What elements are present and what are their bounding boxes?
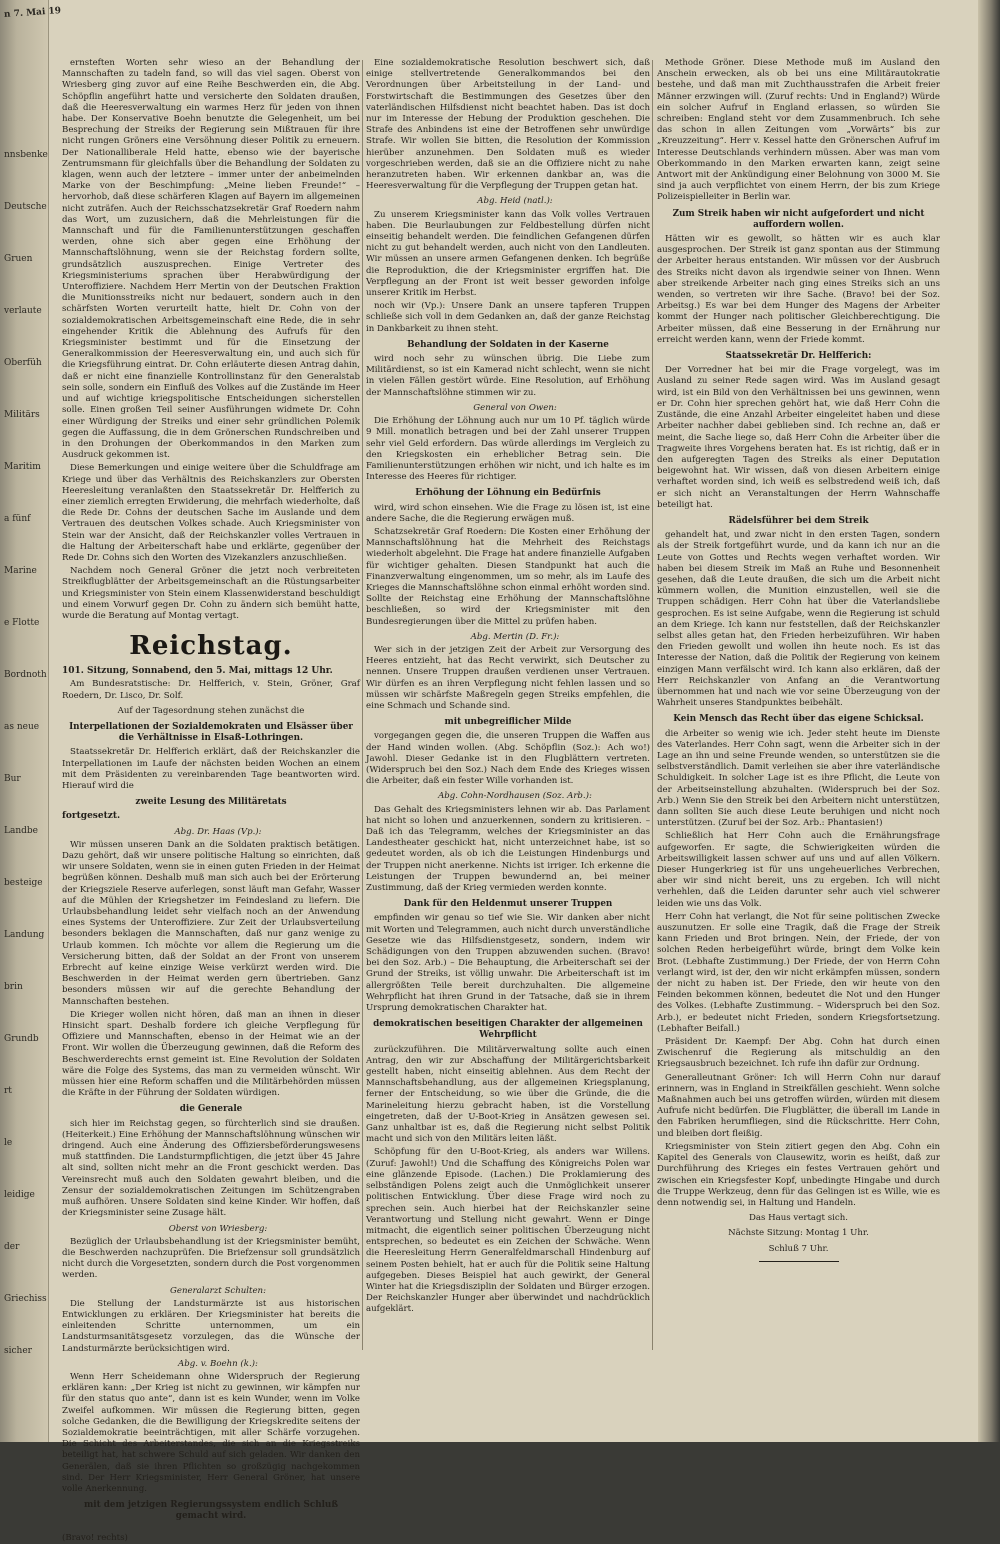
treatment-heading: Behandlung der Soldaten in der Kaserne [407, 339, 609, 350]
paragraph: wird, wird schon einsehen. Wie die Frage zu lösen ist, ist eine andere Sache, die die Regierung erwägen muß. [366, 502, 650, 524]
fold-fragment: Bur [4, 774, 21, 784]
interpellation-heading: Interpellationen der Sozialdemokraten und Elsässer über die Verhältnisse in Elsaß-Lothringen. [69, 721, 353, 744]
column-3 [657, 58, 940, 1358]
paragraph: vorgegangen gegen die, die unseren Truppen die Waffen aus der Hand winden wollen. (Abg. Schöpflin (Soz.): Ach wo!) Jawohl. Dieser Gedanke ist in den Flugblättern vertreten. (Widerspruch bei den Soz.) Nach dem Ende des Krieges wissen die Arbeiter, daß ein fester Wille vorhanden ist. [366, 731, 650, 787]
fold-fragment: besteige [4, 878, 43, 888]
paragraph: Kriegsminister von Stein zitiert gegen den Abg. Cohn ein Kapitel des Generals von Clausewitz, worin es heißt, daß zur Durchführung des Krieges ein festes Vertrauen gehört und zwischen ein Kriegsfester Kopf, unbedingte Hingabe und durch die Truppe Werkzeug, denn für das Gelingen ist es Wille, wie es denn notwendig sei, in Haltung und Handeln. [657, 1141, 940, 1208]
speaker-haas: Abg. Dr. Haas (Vp.): [174, 826, 262, 837]
session-line: 101. Sitzung, Sonnabend, den 5. Mai, mittags 12 Uhr. [62, 666, 333, 677]
paragraph: Methode Gröner. Diese Methode muß im Ausland den Anschein erwecken, als ob bei uns eine Militärautokratie bestehe, und daß man mit Zuchthausstrafen die Arbeit freier Männer erzwingen will. (Zuruf rechts: Und in England?) Würde ein solcher Aufruf in England erlassen, so würden Sie schreiben: England steht vor dem Zusammenbruch. Ich sehe das schon in allen Zeitungen vom „Vorwärts“ bis zur „Kreuzzeitung“. Herr v. Kessel hatte den Grönerschen Aufruf im Interesse Deutschlands verhindern müssen. Aber was man vom Oberkommando in den Marken erwarten kann, zeigt seine Antwort mit der Ankündigung einer Belohnung von 3000 M. Sie sind ja auch verpflichtet von einem Herrn, der bis zum Kriege Polizeispielleiter in Berlin war. [657, 58, 940, 203]
fold-fragment: a fünf [4, 514, 31, 524]
troops-heading: Dank für den Heldenmut unserer Truppen [403, 899, 613, 910]
left-fold-margin [0, 0, 62, 1442]
column-divider [362, 60, 363, 1350]
fold-fragment: Maritim [4, 462, 41, 472]
fold-fragment: leidige [4, 1190, 35, 1200]
paragraph: Schöpfung für den U-Boot-Krieg, als anders war Willens. (Zuruf: Jawohl!) Und die Schaffung des Königreichs Polen war eine glänzende Episode. (Lachen.) Die Proklamierung des selbständigen Polens zeigt auch die Unmöglichkeit unserer politischen Entwicklung. Über diese Frage wird noch zu sprechen sein. Auch hierbei hat der Reichskanzler seine Verantwortung und Stellung nicht gewahrt. Wenn er Dinge mitmacht, die eigentlich seiner politischen Überzeugung nicht entsprechen, so bedeutet es ein Zeichen der Schwäche. Wenn die Heeresleitung Herrn Generalfeldmarschall Hindenburg auf seinem Posten behielt, hat er auch für die Politik seine Haltung aufgegeben. Dieses Beispiel hat auch gewirkt, der General Winter hat die Kriegsdisziplin der Soldaten und Bürger erzogen. Der Reichskanzler Hunger aber überwindet und nachdrücklich aufgeklärt. [366, 1147, 650, 1315]
paragraph: Die Krieger wollen nicht hören, daß man an ihnen in dieser Hinsicht spart. Deshalb fordere ich gleiche Verpflegung für Offiziere und Mannschaften, ebenso in der Heimat wie an der Front. Wir wollen die Überzeugung gewinnen, daß die Reform des Beschwerderechts ernst gemeint ist. Eine Revolution der Soldaten wäre die Folge des Systems, das man zu vermeiden wünscht. Wir müssen hier eine Reform schaffen und die Militärbehörden müssen die Kräfte in der Führung der Soldaten würdigen. [62, 1009, 360, 1099]
close-line: Schluß 7 Uhr. [768, 1243, 829, 1254]
paragraph: Generalleutnant Gröner: Ich will Herrn Cohn nur darauf erinnern, was in England in Streikfällen geschieht. Wenn solche Maßnahmen auch bei uns getroffen würden, würden mit diesem Aufrufe nicht bedürfen. Die Flugblätter, die überall im Lande in den Fabriken herumfliegen, sind die Rückschritte. Herr Cohn, und bleiben dort fleißig. [657, 1072, 940, 1139]
fold-fragment: Landbe [4, 826, 38, 836]
mildness-heading: mit unbegreiflicher Milde [444, 717, 572, 728]
fold-fragment: brin [4, 982, 23, 992]
speaker-wriesberg: Oberst von Wriesberg: [168, 1223, 268, 1234]
applause-note: (Bravo! rechts) [62, 1532, 128, 1543]
fold-fragment: Grundb [4, 1034, 39, 1044]
paragraph: Wer sich in der jetzigen Zeit der Arbeit zur Versorgung des Heeres entzieht, hat das Recht verwirkt, sich Deutscher zu nennen. Unsere Truppen draußen verdienen unser Vertrauen. Wir dürfen es an ihren Verpflegung nicht fehlen lassen und so müssen wir schärfste Maßregeln gegen Streiks empfehlen, die eine Schmach und Schande sind. [366, 644, 650, 711]
pay-heading: Erhöhung der Löhnung ein Bedürfnis [415, 488, 601, 499]
column-divider [652, 60, 653, 1350]
paragraph: Die Erhöhung der Löhnung auch nur um 10 Pf. täglich würde 9 Mill. monatlich betragen und bei der Zahl unserer Truppen sehr viel Geld erfordern. Das würde allerdings im Vergleich zu den Kriegskosten ein erheblicher Betrag sein. Die Familienunterstützungen erhöhen wir nicht, und ich halte es im Interesse des Heeres für richtiger. [366, 416, 650, 483]
speaker-mertin: Abg. Mertin (D. Fr.): [470, 631, 560, 642]
paragraph: Wir müssen unseren Dank an die Soldaten praktisch betätigen. Dazu gehört, daß wir unsere politische Haltung so einrichten, daß wir unsere Soldaten, wenn sie in einen guten Frieden in der Heimat begrüßen können. Deshalb muß man sich auch bei der Erörterung der Kriegsziele Reserve auferlegen, sonst läuft man Gefahr, Wasser auf die Mühlen der Kriegshetzer im Feindesland zu liefern. Die Urlaubsbehandlung leidet sehr vielfach noch an der Anwendung eines Systems der Unteroffiziere. Zur Zeit der Urlaubsverteilung besonders beklagen die Mannschaften, daß nur ganz wenige zu Urlaub kommen. Ich möchte vor allem die Regierung um die Versicherung bitten, daß der Soldat an der Front von unserem Erbrecht auf keine einzige Weise verkürzt werden wird. Die Beschwerden in der Heimat werden gern übertrieben. Ganz besonders müssen wir auf die gerechte Behandlung der Mannschaften bestehen. [62, 839, 360, 1007]
paragraph: zurückzuführen. Die Militärverwaltung sollte auch einen Antrag, den wir zur Abschaffung der Militärgerichtsbarkeit gestellt haben, nicht einseitig ablehnen. Aus dem Recht der Mannschaftsbehandlung, aus der allgemeinen Kriegsplanung, ferner der Entscheidung, so wie über die Gründe, die die Marineleitung hierzu gebracht haben, ist die Vorstellung eingetreten, daß der U-Boot-Krieg in Ansätzen gewesen sei. Ganz unhaltbar ist es, daß die Regierung nicht selbst Politik macht und sich von den Militärs leiten läßt. [366, 1044, 650, 1145]
speaker-heid: Abg. Heid (natl.): [477, 196, 553, 207]
generals-heading: die Generale [179, 1104, 243, 1115]
end-rule [759, 1261, 839, 1262]
fold-fragment: Gruen [4, 254, 33, 264]
speaker-boehn: Abg. v. Boehn (k.): [178, 1358, 258, 1369]
paragraph: Schließlich hat Herr Cohn auch die Ernährungsfrage aufgeworfen. Er sagte, die Schwierigkeiten würden die Arbeitswilligkeit lassen schwer auf uns und auf allen Völkern. Dieser Hungerkrieg ist für uns ungeheuerliches Verbrechen, aber wir sind nicht bereit, uns zu ergeben. Ich will nicht verhehlen, daß die Leiden darunter sehr auch viel schwerer leiden wie uns das Volk. [657, 831, 940, 909]
fold-fragment: der [4, 1242, 20, 1252]
paragraph: Herr Cohn hat verlangt, die Not für seine politischen Zwecke auszunutzen. Er solle eine Tragik, daß die Frage der Streik kann Frieden und Brot bringen. Nein, der Friede, der von solchen Reden herbeigeführt würde, bringt dem Volke kein Brot. (Lebhafte Zustimmung.) Der Friede, der von Herrn Cohn verlangt wird, ist der, den wir nicht erkämpfen müssen, sondern der nicht zu haben ist. Der Friede, den wir heute von den Feinden bekommen können, bedeutet die Not und den Hunger des Volkes. (Lebhafte Zustimmung. – Widerspruch bei den Soz. Arb.), er bedeutet nicht Frieden, sondern Kriegsfortsetzung. (Lebhafter Beifall.) [657, 911, 940, 1034]
paragraph: Eine sozialdemokratische Resolution beschwert sich, daß einige stellvertretende Generalkommandos bei den Verordnungen über Arbeitsteilung in der Land- und Forstwirtschaft die Bestimmungen des Gesetzes über den vaterländischen Hilfsdienst nicht beachtet haben. Das ist doch nur im Interesse der Hebung der Produktion geschehen. Die Strafe des Anbindens ist eine der Betroffenen sehr unwürdige Strafe. Wir wollen Sie bitten, die Resolution der Kommission hierüber anzunehmen. Den Soldaten muß es wieder vorgeschrieben werden, daß sie an die Offiziere nicht zu nahe heranzutreten haben. Wir erkennen dankbar an, was die Heeresverwaltung für die Verpflegung der Truppen getan hat. [366, 58, 650, 192]
section-title-reichstag: Reichstag. [129, 631, 293, 662]
paragraph: noch wir (Vp.): Unsere Dank an unsere tapferen Truppen schließe sich voll in dem Gedanken an, daß der ganze Reichstag in Dankbarkeit zu ihnen steht. [366, 301, 650, 334]
fold-fragment: Marine [4, 566, 37, 576]
fold-fragment: Militärs [4, 410, 40, 420]
speaker-owen: General von Owen: [473, 402, 557, 413]
paragraph: Nachdem noch General Gröner die jetzt noch verbreiteten Streikflugblätter der Arbeitsgemeinschaft an die Rüstungsarbeiter und Kriegsminister von Stein einem Klassenwiderstand beschuldigt und einem Vorwurf gegen Dr. Cohn zu ändern sich bemüht hatte, wurde die Beratung auf Montag vertagt. [62, 566, 360, 621]
speaker-schulten: Generalarzt Schulten: [170, 1285, 266, 1296]
speaker-cohn: Abg. Cohn-Nordhausen (Soz. Arb.): [438, 791, 592, 802]
fold-fragment: Oberfüh [4, 358, 42, 368]
fold-fragment: sicher [4, 1346, 32, 1356]
next-session-line: Nächste Sitzung: Montag 1 Uhr. [728, 1228, 869, 1239]
paragraph: die Arbeiter so wenig wie ich. Jeder steht heute im Dienste des Vaterlandes. Herr Cohn sagt, wenn die Arbeiter sich in der Lage an ihn und seine Freunde wenden, so unterstützen sie die selbstverständlich. Damit verleihen sie aber ihre vaterländische Schuldigkeit. In solcher Lage ist es ihre Pflicht, die Leute von der Arbeitseinstellung abzuhalten. (Widerspruch bei der Soz. Arb.) Wenn Sie den Streik bei den Arbeitern nicht unterstützen, dann sollten Sie auch diese Leute beruhigen und nicht noch unterstützen. (Zuruf bei der Soz. Arb.: Phantasien!) [657, 728, 940, 829]
fold-fragment: rt [4, 1086, 12, 1096]
paragraph: Zu unserem Kriegsminister kann das Volk volles Vertrauen haben. Die Beurlaubungen zur Feldbestellung dürfen nicht einseitig behandelt werden. Die feindlichen Gefangenen dürfen nicht zu gut behandelt werden, auch nicht von den Landleuten. Wir müssen an unsere armen Gefangenen denken. Ich begrüße die Reproduktion, die der Kriegsminister ergriffen hat. Die Verpflegung an der Front ist weit besser geworden infolge unserer Kritik im Herbst. [366, 209, 650, 299]
fold-fragment: n 7. Mai 19 [3, 6, 62, 20]
paragraph: sich hier im Reichstag gegen, so fürchterlich sind sie draußen. (Heiterkeit.) Eine Erhöhung der Mannschaftslöhnung wünschen wir dringend. Auch eine Änderung des Offiziersbeförderungswesens muß stattfinden. Die Landsturmpflichtigen, die jetzt über 45 Jahre alt sind, sollten nicht mehr an die Front geschickt werden. Das Vereinsrecht muß auch den Soldaten gewahrt bleiben, und die Zensur der sozialdemokratischen Zeitungen im Schützengraben muß aufhören. Unsere Soldaten sind keine Kinder. Wir hoffen, daß der Kriegsminister seine Zusage hält. [62, 1118, 360, 1219]
fate-heading: Kein Mensch das Recht über das eigene Schicksal. [673, 714, 924, 725]
paragraph: ernsteften Worten sehr wieso an der Behandlung der Mannschaften zu tadeln fand, so will das viel sagen. Oberst von Wriesberg ging zuvor auf eine Reihe Beschwerden ein, die Abg. Schöpflin angeführt hatte und versicherte den Soldaten draußen, daß die Heeresverwaltung ein warmes Herz für jeden von ihnen habe. Der Konservative Boehn benutzte die Gelegenheit, um bei Besprechung der Streiks der Regierung sein Mißtrauen für ihre nicht rungen Gröners eine Versöhnung dieser Politik zu erneuern. Der Nationalliberale Held hatte, ebenso wie der bayerische Zentrumsmann für gleichfalls über die Behandlung der Soldaten zu klagen, wenn auch der letztere – immer unter der anbeimelnden Marke von der Beschimpfung: „Meine lieben Freunde!“ – hervorhob, daß diese schärferen Klagen auf Bayern im allgemeinen nicht zuträfen. Auch der Reichsschatzsekretär Graf Roedern nahm das Wort, um zuzusichern, daß die Mehrleistungen für die Mannschaft und für die Familienunterstützungen geschaffen werden, ohne sich aber gegen eine Erhöhung der Mannschaftslöhnung, wenn sie der Reichstag fordern sollte, grundsätzlich auszusprechen. Einige Vertreter des Kriegsministeriums sprachen über Herabwürdigung der Unteroffiziere. Nachdem Herr Mertin von der Deutschen Fraktion die Munitionsstreiks nicht nur bedauert, sondern auch in den schärfsten Worten verurteilt hatte, hielt Dr. Cohn von der sozialdemokratischen Arbeitsgemeinschaft eine Rede, die in sehr eingehender Kritik die Ablehnung des Aufrufs für den Kriegsminister bestimmt und für die Einsetzung der Generalkommission der Heeresverwaltung ein, und auch sich für die Kriegsführung eintrat. Dr. Cohn erläuterte diesen Antrag dahin, daß er nicht eine finanzielle Kontrollinstanz für den Generalstab sein solle, sondern ein Einfluß des Volkes auf die Zustände im Heer und auf wichtige kriegspolitische Entscheidungen sicherstellen solle. Einen großen Teil seiner Ausführungen widmete Dr. Cohn einer Würdigung der Streiks und einer sehr gründlichen Polemik gegen die Auffassung, die in dem Grönerschen Rundschreiben und in den Drohungen der Oberkommandos in den Marken zum Ausdruck gekommen ist. [62, 58, 360, 461]
fold-fragment: Landung [4, 930, 45, 940]
paragraph: Das Gehalt des Kriegsministers lehnen wir ab. Das Parlament hat nicht so lohen und anzuerkennen, sondern zu kritisieren. – Daß ich das Telegramm, welches der Kriegsminister an das Landestheater geschickt hat, nicht unterzeichnet habe, ist so gedeutet worden, als ob ich die Leistungen Hindenburgs und der Truppen nicht anerkenne. Nichts ist irriger. Ich erkenne die Leistungen der Truppen bewundernd an, bei meiner Zustimmung, daß der Krieg vermieden werden konnte. [366, 804, 650, 894]
paragraph: Hätten wir es gewollt, so hätten wir es auch klar ausgesprochen. Der Streik ist ganz spontan aus der Stimmung der Arbeiter heraus entstanden. Wir müssen vor der Ausbruch des Streiks nicht davon als irgendwie seiner von Ihnen. Wenn aber streikende Arbeiter nach ging eines Streiks sich an uns wenden, so vertreten wir ihre Sache. (Bravo! bei der Soz. Arbeitsg.) Es war bei dem Hunger des Magens der Arbeiter kommt der Hunger nach politischer Gleichberechtigung. Die Arbeiter müssen, daß eine Besserung in der Ernährung nur erreicht werden kann, wenn der Friede kommt. [657, 234, 940, 345]
paragraph: Der Vorredner hat bei mir die Frage vorgelegt, was im Ausland zu seiner Rede sagen wird. Was im Ausland gesagt wird, ist ein Bild von den Verhältnissen bei uns gewinnen, wenn er Dr. Cohn hier sprechen gehört hat, wie daß Herr Cohn die Zustände, die eine Anzahl Arbeiter eingeleitet haben und diese Arbeiter nachher dabei geblieben sind. Ich rechne an, daß er meint, die Sache liege so, daß Herr Cohn die Arbeiter über die Tragweite ihres Vorgehens beraten hat. Es ist richtig, daß er in den aufgeregten Tagen des Streiks als einer Deputation beigewohnt hat. Wir wissen, daß von diesen Arbeitern einige verhaftet worden sind, ich weiß es selbstredend weiß ich, daß er sich nicht an Veranstaltungen der Herrn Wahnschaffe beteiligt hat. [657, 365, 940, 510]
fold-fragment: as neue [4, 722, 40, 732]
paragraph: Staatssekretär Dr. Helfferich erklärt, daß der Reichskanzler die Interpellationen im Laufe der nächsten beiden Wochen an einem mit dem Präsidenten zu vereinbarenden Tage beantworten wird. Hierauf wird die [62, 747, 360, 791]
adjourn-line: Das Haus vertagt sich. [748, 1213, 848, 1224]
paragraph: Bezüglich der Urlaubsbehandlung ist der Kriegsminister bemüht, die Beschwerden nachzuprüfen. Die Briefzensur soll grundsätzlich nicht durch die Vorgesetzten, sondern durch die Post vorgenommen werden. [62, 1236, 360, 1281]
paragraph: Wenn Herr Scheidemann ohne Widerspruch der Regierung erklären kann: „Der Krieg ist nicht zu gewinnen, wir kämpfen nur für den status quo ante“, dann ist es kein Wunder, wenn im Volke Zweifel aufkommen. Wir müssen die Regierung bitten, gegen solche Gedanken, die die Bewilligung der Kriegskredite seitens der Sozialdemokratie beeinträchtigen, mit aller Schärfe vorzugehen. Die Schicht des Arbeiterstandes, die sich an die Kriegsstreiks beteiligt hat, hat schwere Schuld auf sich geladen. Wir danken den Generälen, daß sie ihren Pflichten so großzügig nachgekommen sind. Der Herr Kriegsminister, Herr General Gröner, hat unsere volle Anerkennung. [62, 1371, 360, 1494]
fold-fragment: e Flotte [4, 618, 40, 628]
ringleader-heading: Rädelsführer bei dem Streik [728, 515, 869, 526]
fold-fragment: nnsbenke [4, 150, 48, 160]
paragraph: gehandelt hat, und zwar nicht in den ersten Tagen, sondern als der Streik fortgeführt wurde, und da kann ich nur an die Leute von Gottes und Rechts wegen verhaftet worden. Wir haben bei diesem Streik im Maß an Ruhe und Besonnenheit gesehen, daß die Leute draußen, die sich um die Arbeit nicht kümmern wollen, die Munition einzustellen, weil sie die Truppen schädigen. Herr Cohn hat über die Vaterlandsliebe gesprochen. Es ist seine Aufgabe, wenn die Regierung ist schuld an dem Kriege. Ich kann nur feststellen, daß der Reichskanzler selbst alles getan hat, den Frieden herbeizuführen. Wir haben den Frieden gewollt und wollen ihn heute noch. Es ist das Interesse der Nation, daß die Politik der Regierung von keinem einzigen Mann verfälscht wird. Ich kann also erklären, daß der Herr Reichskanzler von Anfang an die Verantwortung übernommen hat und nach wie vor seine Überzeugung von der Wahrheit unseres Standpunktes beibehält. [657, 530, 940, 709]
column-1 [62, 58, 360, 1543]
right-binding-edge [978, 0, 1000, 1442]
fold-fragment: Deutsche [4, 202, 47, 212]
agenda-line: Auf der Tagesordnung stehen zunächst die [117, 705, 305, 716]
fold-fragment: le [4, 1138, 13, 1148]
regime-heading: mit dem jetzigen Regierungssystem endlich Schluß gemacht wird. [83, 1500, 339, 1522]
fold-fragment: Griechiss [4, 1294, 47, 1304]
paragraph: empfinden wir genau so tief wie Sie. Wir danken aber nicht mit Worten und Telegrammen, auch nicht durch unverständliche Gesetze wie das Hilfsdienstgesetz, sondern, indem wir Schädigungen von den Truppen abzuwenden suchen. (Bravo! bei den Soz. Arb.) – Die Behauptung, die Arbeiterschaft sei der Grund der Streiks, ist völlig unwahr. Die Arbeiterschaft ist im allergrößten Teile bereit durchzuhalten. Die allgemeine Wehrpflicht hat ihren Grund in der Tatsache, daß sie in ihrem Ursprung demokratischen Charakter hat. [366, 913, 650, 1014]
continued-line: fortgesetzt. [62, 811, 121, 822]
paragraph: wird noch sehr zu wünschen übrig. Die Liebe zum Militärdienst, so ist ein Kamerad nicht schlecht, wenn sie nicht in vielen Fällen gestört würde. Eine Resolution, auf Erhöhung der Mannschaftslöhne stimmen wir zu. [366, 354, 650, 398]
column-2 [366, 58, 650, 1358]
fold-fragment: Bordnoth [4, 670, 47, 680]
conscription-heading: demokratischen beseitigen Charakter der allgemeinen Wehrpflicht [373, 1019, 643, 1041]
paragraph: Die Stellung der Landsturmärzte ist aus historischen Entwicklungen zu erklären. Der Kriegsminister hat bereits die einleitenden Schritte unternommen, um ein Landsturmsanitätsgesetz vorzulegen, das die Wünsche der Landsturmärzte berücksichtigen wird. [62, 1298, 360, 1354]
paragraph: Diese Bemerkungen und einige weitere über die Schuldfrage am Kriege und über das Verhältnis des Reichskanzlers zur Obersten Heeresleitung veranlaßten den Staatssekretär Dr. Helfferich zu einer ziemlich erregten Erwiderung, die mehrfach wiederholte, daß die Rede Dr. Cohns der deutschen Sache im Auslande und dem Vertrauen des deutschen Volkes schade. Auch Kriegsminister von Stein war der Ansicht, daß der Reichskanzler volles Vertrauen in die Haltung der Arbeiterschaft habe und erklärte, gegenüber der Rede Dr. Cohns sich den Worten des Vizekanzlers anzuschließen. [62, 463, 360, 563]
paragraph: Schatzsekretär Graf Roedern: Die Kosten einer Erhöhung der Mannschaftslöhnung hat die Mehrheit des Reichstags wiederholt abgelehnt. Die Frage hat andere finanzielle Aufgaben für wichtiger gehalten. Diesen Standpunkt hat auch die Finanzverwaltung eingenommen, um so mehr, als im Laufe des Krieges die Mannschaftslöhne schon einmal erhöht worden sind. Sollte der Reichstag eine Erhöhung der Mannschaftslöhne beschließen, so wird der Kriegsminister mit den Bundesregierungen über die Mittel zu prüfen haben. [366, 526, 650, 627]
fold-fragment: verlaute [4, 306, 42, 316]
bundesrat-line: Am Bundesratstische: Dr. Helfferich, v. Stein, Gröner, Graf Roedern, Dr. Lisco, Dr. Solf. [62, 679, 360, 701]
second-reading-heading: zweite Lesung des Militäretats [135, 797, 287, 808]
paragraph: Präsident Dr. Kaempf: Der Abg. Cohn hat durch einen Zwischenruf die Regierung als mitschuldig an den Kriegsausbruch bezeichnet. Ich rufe ihn dafür zur Ordnung. [657, 1037, 940, 1070]
strike-heading: Zum Streik haben wir nicht aufgefordert und nicht auffordern wollen. [672, 208, 925, 230]
speaker-helfferich: Staatssekretär Dr. Helfferich: [725, 351, 872, 362]
